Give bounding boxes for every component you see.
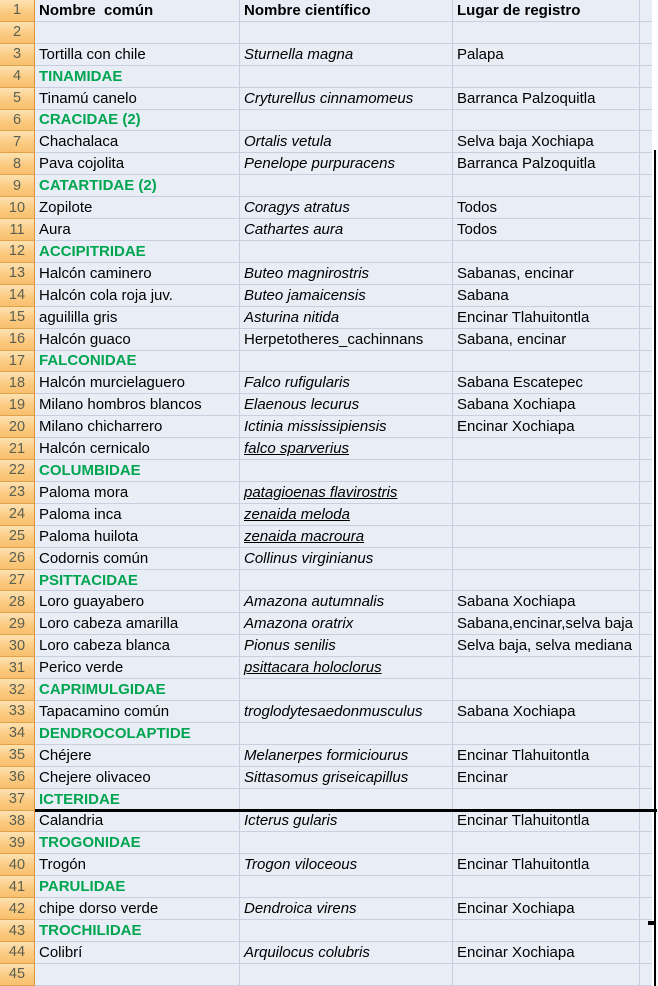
cell-nombre-cientifico[interactable]: Elaenous lecurus [240, 394, 453, 416]
row-header[interactable]: 25 [0, 526, 35, 548]
cell-extra-column[interactable] [640, 153, 652, 175]
row-header[interactable]: 9 [0, 175, 35, 197]
cell-nombre-comun[interactable]: Perico verde [35, 657, 240, 679]
cell-nombre-comun[interactable]: Halcón guaco [35, 329, 240, 351]
cell-lugar-de-registro[interactable] [453, 175, 640, 197]
cell-nombre-cientifico[interactable]: Ictinia mississipiensis [240, 416, 453, 438]
cell-extra-column[interactable] [640, 22, 652, 44]
cell-nombre-cientifico[interactable]: Herpetotheres_cachinnans [240, 329, 453, 351]
cell-nombre-comun[interactable]: ICTERIDAE [35, 789, 240, 811]
print-area-right-border [654, 150, 656, 986]
cell-extra-column[interactable] [640, 219, 652, 241]
cell-nombre-cientifico[interactable] [240, 964, 453, 986]
cell-nombre-cientifico[interactable]: Sittasomus griseicapillus [240, 767, 453, 789]
cell-nombre-comun[interactable]: TROCHILIDAE [35, 920, 240, 942]
cell-lugar-de-registro[interactable]: Sabana [453, 285, 640, 307]
cell-extra-column[interactable] [640, 263, 652, 285]
row-header[interactable]: 37 [0, 789, 35, 811]
cell-nombre-comun[interactable]: Milano chicharrero [35, 416, 240, 438]
table-row [0, 394, 658, 416]
cell-nombre-cientifico[interactable]: Collinus virginianus [240, 548, 453, 570]
row-header[interactable]: 22 [0, 460, 35, 482]
cell-lugar-de-registro[interactable] [453, 482, 640, 504]
page-break-mark [648, 921, 656, 925]
row-header[interactable]: 16 [0, 329, 35, 351]
row-header[interactable]: 30 [0, 635, 35, 657]
row-header[interactable]: 17 [0, 351, 35, 373]
cell-nombre-cientifico[interactable]: Cryturellus cinnamomeus [240, 88, 453, 110]
cell-nombre-comun[interactable]: Loro cabeza amarilla [35, 613, 240, 635]
cell-lugar-de-registro[interactable]: Encinar [453, 767, 640, 789]
cell-nombre-cientifico[interactable]: Nombre científico [240, 0, 453, 22]
row-header[interactable]: 28 [0, 591, 35, 613]
cell-nombre-cientifico[interactable]: Melanerpes formiciourus [240, 745, 453, 767]
table-row [0, 241, 658, 263]
row-header[interactable]: 11 [0, 219, 35, 241]
cell-nombre-comun[interactable]: Nombre común [35, 0, 240, 22]
cell-lugar-de-registro[interactable]: Todos [453, 197, 640, 219]
row-header[interactable]: 2 [0, 22, 35, 44]
cell-nombre-comun[interactable]: Halcón caminero [35, 263, 240, 285]
cell-nombre-comun[interactable]: Trogón [35, 854, 240, 876]
row-header[interactable]: 33 [0, 701, 35, 723]
cell-nombre-comun[interactable]: ACCIPITRIDAE [35, 241, 240, 263]
row-header[interactable]: 39 [0, 832, 35, 854]
table-row [0, 832, 658, 854]
cell-nombre-cientifico[interactable]: patagioenas flavirostris [240, 482, 453, 504]
row-header[interactable]: 42 [0, 898, 35, 920]
cell-extra-column[interactable] [640, 745, 652, 767]
cell-lugar-de-registro[interactable]: Sabana,encinar,selva baja [453, 613, 640, 635]
cell-extra-column[interactable] [640, 66, 652, 88]
row-header[interactable]: 5 [0, 88, 35, 110]
cell-extra-column[interactable] [640, 351, 652, 373]
cell-nombre-comun[interactable]: Colibrí [35, 942, 240, 964]
cell-extra-column[interactable] [640, 832, 652, 854]
cell-extra-column[interactable] [640, 285, 652, 307]
table-row [0, 22, 658, 44]
cell-extra-column[interactable] [640, 44, 652, 66]
cell-nombre-comun[interactable]: Calandria [35, 811, 240, 833]
cell-lugar-de-registro[interactable]: Encinar Tlahuitontla [453, 307, 640, 329]
cell-nombre-cientifico[interactable]: Falco rufigularis [240, 372, 453, 394]
cell-nombre-cientifico[interactable]: psittacara holoclorus [240, 657, 453, 679]
table-row [0, 263, 658, 285]
cell-extra-column[interactable] [640, 679, 652, 701]
row-header[interactable]: 26 [0, 548, 35, 570]
cell-extra-column[interactable] [640, 548, 652, 570]
cell-lugar-de-registro[interactable]: Encinar Xochiapa [453, 942, 640, 964]
table-row [0, 504, 658, 526]
cell-lugar-de-registro[interactable]: Encinar Tlahuitontla [453, 811, 640, 833]
cell-extra-column[interactable] [640, 175, 652, 197]
cell-nombre-comun[interactable]: FALCONIDAE [35, 351, 240, 373]
table-row [0, 372, 658, 394]
cell-nombre-cientifico[interactable] [240, 460, 453, 482]
row-header[interactable]: 20 [0, 416, 35, 438]
table-row [0, 526, 658, 548]
cell-nombre-comun[interactable]: Codornis común [35, 548, 240, 570]
cell-lugar-de-registro[interactable]: Sabana Xochiapa [453, 701, 640, 723]
row-header[interactable]: 6 [0, 110, 35, 132]
table-row [0, 351, 658, 373]
row-header[interactable]: 19 [0, 394, 35, 416]
table-row [0, 854, 658, 876]
row-header[interactable]: 7 [0, 131, 35, 153]
thick-black-border-row37 [35, 809, 657, 812]
table-row [0, 723, 658, 745]
cell-extra-column[interactable] [640, 416, 652, 438]
row-header[interactable]: 34 [0, 723, 35, 745]
cell-nombre-cientifico[interactable] [240, 832, 453, 854]
cell-nombre-cientifico[interactable]: Coragys atratus [240, 197, 453, 219]
cell-extra-column[interactable] [640, 88, 652, 110]
cell-nombre-cientifico[interactable]: zenaida macroura [240, 526, 453, 548]
row-header[interactable]: 29 [0, 613, 35, 635]
cell-lugar-de-registro[interactable]: Encinar Tlahuitontla [453, 854, 640, 876]
cell-lugar-de-registro[interactable] [453, 679, 640, 701]
cell-nombre-cientifico[interactable] [240, 351, 453, 373]
table-row [0, 964, 658, 986]
table-row [0, 767, 658, 789]
table-row [0, 745, 658, 767]
table-row [0, 920, 658, 942]
cell-lugar-de-registro[interactable]: Sabana Xochiapa [453, 394, 640, 416]
cell-nombre-cientifico[interactable]: Sturnella magna [240, 44, 453, 66]
cell-nombre-cientifico[interactable] [240, 241, 453, 263]
cell-lugar-de-registro[interactable]: Todos [453, 219, 640, 241]
cell-nombre-cientifico[interactable]: Amazona oratrix [240, 613, 453, 635]
cell-lugar-de-registro[interactable] [453, 438, 640, 460]
cell-lugar-de-registro[interactable] [453, 657, 640, 679]
cell-nombre-comun[interactable]: Paloma huilota [35, 526, 240, 548]
cell-lugar-de-registro[interactable]: Barranca Palzoquitla [453, 153, 640, 175]
cell-nombre-cientifico[interactable]: falco sparverius [240, 438, 453, 460]
table-row [0, 88, 658, 110]
cell-extra-column[interactable] [640, 307, 652, 329]
cell-nombre-comun[interactable]: Chejere olivaceo [35, 767, 240, 789]
cell-lugar-de-registro[interactable] [453, 832, 640, 854]
cell-lugar-de-registro[interactable]: Encinar Xochiapa [453, 416, 640, 438]
cell-extra-column[interactable] [640, 438, 652, 460]
table-row [0, 591, 658, 613]
table-row [0, 285, 658, 307]
cell-extra-column[interactable] [640, 657, 652, 679]
cell-nombre-comun[interactable]: Loro cabeza blanca [35, 635, 240, 657]
table-row [0, 44, 658, 66]
table-row [0, 153, 658, 175]
cell-nombre-cientifico[interactable]: Asturina nitida [240, 307, 453, 329]
cell-nombre-cientifico[interactable]: Buteo magnirostris [240, 263, 453, 285]
cell-nombre-comun[interactable]: Loro guayabero [35, 591, 240, 613]
cell-extra-column[interactable] [640, 110, 652, 132]
cell-nombre-cientifico[interactable] [240, 66, 453, 88]
cell-extra-column[interactable] [640, 613, 652, 635]
cell-extra-column[interactable] [640, 635, 652, 657]
cell-nombre-comun[interactable]: Halcón cernicalo [35, 438, 240, 460]
table-row [0, 701, 658, 723]
row-header[interactable]: 36 [0, 767, 35, 789]
cell-lugar-de-registro[interactable]: Sabana Xochiapa [453, 591, 640, 613]
cell-extra-column[interactable] [640, 854, 652, 876]
cell-nombre-comun[interactable]: PARULIDAE [35, 876, 240, 898]
cell-nombre-comun[interactable]: CATARTIDAE (2) [35, 175, 240, 197]
cell-nombre-cientifico[interactable]: Penelope purpuracens [240, 153, 453, 175]
cell-extra-column[interactable] [640, 504, 652, 526]
table-row [0, 613, 658, 635]
cell-extra-column[interactable] [640, 0, 652, 22]
row-header[interactable]: 27 [0, 570, 35, 592]
table-row [0, 307, 658, 329]
cell-lugar-de-registro[interactable] [453, 66, 640, 88]
cell-extra-column[interactable] [640, 372, 652, 394]
cell-lugar-de-registro[interactable]: Barranca Palzoquitla [453, 88, 640, 110]
row-header[interactable]: 13 [0, 263, 35, 285]
cell-lugar-de-registro[interactable] [453, 723, 640, 745]
table-row [0, 635, 658, 657]
table-row [0, 942, 658, 964]
cell-extra-column[interactable] [640, 789, 652, 811]
table-row [0, 175, 658, 197]
cell-nombre-cientifico[interactable]: Ortalis vetula [240, 131, 453, 153]
cell-nombre-comun[interactable]: Halcón cola roja juv. [35, 285, 240, 307]
table-row [0, 197, 658, 219]
cell-lugar-de-registro[interactable] [453, 570, 640, 592]
table-row [0, 548, 658, 570]
cell-lugar-de-registro[interactable] [453, 964, 640, 986]
cell-nombre-comun[interactable]: Paloma inca [35, 504, 240, 526]
row-header[interactable]: 32 [0, 679, 35, 701]
cell-nombre-comun[interactable]: PSITTACIDAE [35, 570, 240, 592]
cell-lugar-de-registro[interactable] [453, 548, 640, 570]
cell-nombre-cientifico[interactable]: Amazona autumnalis [240, 591, 453, 613]
cell-extra-column[interactable] [640, 241, 652, 263]
cell-extra-column[interactable] [640, 811, 652, 833]
cell-nombre-cientifico[interactable] [240, 920, 453, 942]
row-header[interactable]: 3 [0, 44, 35, 66]
cell-lugar-de-registro[interactable]: Sabana, encinar [453, 329, 640, 351]
cell-nombre-comun[interactable]: Tortilla con chile [35, 44, 240, 66]
cell-lugar-de-registro[interactable]: Selva baja, selva mediana [453, 635, 640, 657]
cell-nombre-cientifico[interactable]: Cathartes aura [240, 219, 453, 241]
cell-nombre-cientifico[interactable]: Trogon viloceous [240, 854, 453, 876]
cell-extra-column[interactable] [640, 767, 652, 789]
cell-lugar-de-registro[interactable] [453, 789, 640, 811]
table-row [0, 416, 658, 438]
row-header[interactable]: 24 [0, 504, 35, 526]
table-row [0, 789, 658, 811]
cell-nombre-comun[interactable]: Chéjere [35, 745, 240, 767]
cell-extra-column[interactable] [640, 942, 652, 964]
table-row [0, 131, 658, 153]
table-row [0, 66, 658, 88]
cell-nombre-cientifico[interactable]: Buteo jamaicensis [240, 285, 453, 307]
row-header[interactable]: 15 [0, 307, 35, 329]
cell-extra-column[interactable] [640, 460, 652, 482]
cell-nombre-comun[interactable]: TINAMIDAE [35, 66, 240, 88]
cell-nombre-comun[interactable]: Tapacamino común [35, 701, 240, 723]
cell-lugar-de-registro[interactable] [453, 460, 640, 482]
table-row [0, 657, 658, 679]
cell-extra-column[interactable] [640, 723, 652, 745]
cell-lugar-de-registro[interactable]: Encinar Tlahuitontla [453, 745, 640, 767]
row-header[interactable]: 23 [0, 482, 35, 504]
cell-nombre-comun[interactable]: chipe dorso verde [35, 898, 240, 920]
table-row [0, 679, 658, 701]
table-row [0, 219, 658, 241]
cell-nombre-comun[interactable]: Chachalaca [35, 131, 240, 153]
cell-nombre-comun[interactable]: TROGONIDAE [35, 832, 240, 854]
cell-extra-column[interactable] [640, 964, 652, 986]
table-row [0, 110, 658, 132]
table-row [0, 438, 658, 460]
row-header[interactable]: 10 [0, 197, 35, 219]
cell-nombre-cientifico[interactable] [240, 570, 453, 592]
row-header[interactable]: 38 [0, 811, 35, 833]
cell-nombre-cientifico[interactable] [240, 789, 453, 811]
row-header[interactable]: 12 [0, 241, 35, 263]
row-header[interactable]: 41 [0, 876, 35, 898]
row-header[interactable]: 14 [0, 285, 35, 307]
cell-nombre-comun[interactable]: COLUMBIDAE [35, 460, 240, 482]
cell-lugar-de-registro[interactable] [453, 22, 640, 44]
cell-lugar-de-registro[interactable] [453, 876, 640, 898]
row-header[interactable]: 40 [0, 854, 35, 876]
row-header[interactable]: 21 [0, 438, 35, 460]
cell-nombre-comun[interactable]: CAPRIMULGIDAE [35, 679, 240, 701]
cell-nombre-cientifico[interactable] [240, 723, 453, 745]
cell-nombre-comun[interactable]: aguililla gris [35, 307, 240, 329]
table-row [0, 482, 658, 504]
cell-lugar-de-registro[interactable] [453, 920, 640, 942]
row-header[interactable]: 44 [0, 942, 35, 964]
cell-nombre-comun[interactable]: DENDROCOLAPTIDE [35, 723, 240, 745]
cell-lugar-de-registro[interactable]: Sabana Escatepec [453, 372, 640, 394]
row-header[interactable]: 43 [0, 920, 35, 942]
cell-extra-column[interactable] [640, 526, 652, 548]
cell-lugar-de-registro[interactable] [453, 526, 640, 548]
cell-lugar-de-registro[interactable]: Encinar Xochiapa [453, 898, 640, 920]
cell-extra-column[interactable] [640, 482, 652, 504]
table-row [0, 811, 658, 833]
cell-extra-column[interactable] [640, 898, 652, 920]
row-header[interactable]: 31 [0, 657, 35, 679]
cell-nombre-cientifico[interactable]: Arquilocus colubris [240, 942, 453, 964]
cell-nombre-comun[interactable]: Tinamú canelo [35, 88, 240, 110]
cell-lugar-de-registro[interactable] [453, 110, 640, 132]
row-header[interactable]: 4 [0, 66, 35, 88]
table-row [0, 570, 658, 592]
table-row [0, 898, 658, 920]
table-row [0, 329, 658, 351]
cell-nombre-cientifico[interactable] [240, 22, 453, 44]
cell-extra-column[interactable] [640, 197, 652, 219]
cell-extra-column[interactable] [640, 131, 652, 153]
cell-lugar-de-registro[interactable]: Selva baja Xochiapa [453, 131, 640, 153]
cell-extra-column[interactable] [640, 876, 652, 898]
cell-nombre-comun[interactable]: Pava cojolita [35, 153, 240, 175]
cell-extra-column[interactable] [640, 701, 652, 723]
cell-extra-column[interactable] [640, 570, 652, 592]
cell-lugar-de-registro[interactable]: Lugar de registro [453, 0, 640, 22]
cell-extra-column[interactable] [640, 591, 652, 613]
cell-nombre-cientifico[interactable]: zenaida meloda [240, 504, 453, 526]
row-header[interactable]: 8 [0, 153, 35, 175]
table-row [0, 876, 658, 898]
cell-nombre-cientifico[interactable]: Pionus senilis [240, 635, 453, 657]
cell-nombre-comun[interactable]: CRACIDAE (2) [35, 110, 240, 132]
cell-lugar-de-registro[interactable]: Sabanas, encinar [453, 263, 640, 285]
cell-nombre-cientifico[interactable] [240, 175, 453, 197]
cell-nombre-cientifico[interactable]: troglodytesaedonmusculus [240, 701, 453, 723]
cell-lugar-de-registro[interactable] [453, 351, 640, 373]
cell-lugar-de-registro[interactable] [453, 504, 640, 526]
cell-nombre-comun[interactable] [35, 22, 240, 44]
row-header[interactable]: 18 [0, 372, 35, 394]
cell-lugar-de-registro[interactable]: Palapa [453, 44, 640, 66]
cell-nombre-cientifico[interactable]: Dendroica virens [240, 898, 453, 920]
cell-nombre-cientifico[interactable] [240, 110, 453, 132]
cell-nombre-cientifico[interactable] [240, 876, 453, 898]
cell-nombre-comun[interactable]: Milano hombros blancos [35, 394, 240, 416]
row-header[interactable]: 35 [0, 745, 35, 767]
table-row [0, 0, 658, 22]
cell-lugar-de-registro[interactable] [453, 241, 640, 263]
row-header[interactable]: 1 [0, 0, 35, 22]
row-header[interactable]: 45 [0, 964, 35, 986]
cell-nombre-comun[interactable] [35, 964, 240, 986]
cell-nombre-comun[interactable]: Paloma mora [35, 482, 240, 504]
cell-nombre-comun[interactable]: Aura [35, 219, 240, 241]
cell-extra-column[interactable] [640, 394, 652, 416]
cell-nombre-cientifico[interactable] [240, 679, 453, 701]
cell-extra-column[interactable] [640, 329, 652, 351]
cell-nombre-cientifico[interactable]: Icterus gularis [240, 811, 453, 833]
cell-nombre-comun[interactable]: Halcón murcielaguero [35, 372, 240, 394]
cell-nombre-comun[interactable]: Zopilote [35, 197, 240, 219]
table-row [0, 460, 658, 482]
